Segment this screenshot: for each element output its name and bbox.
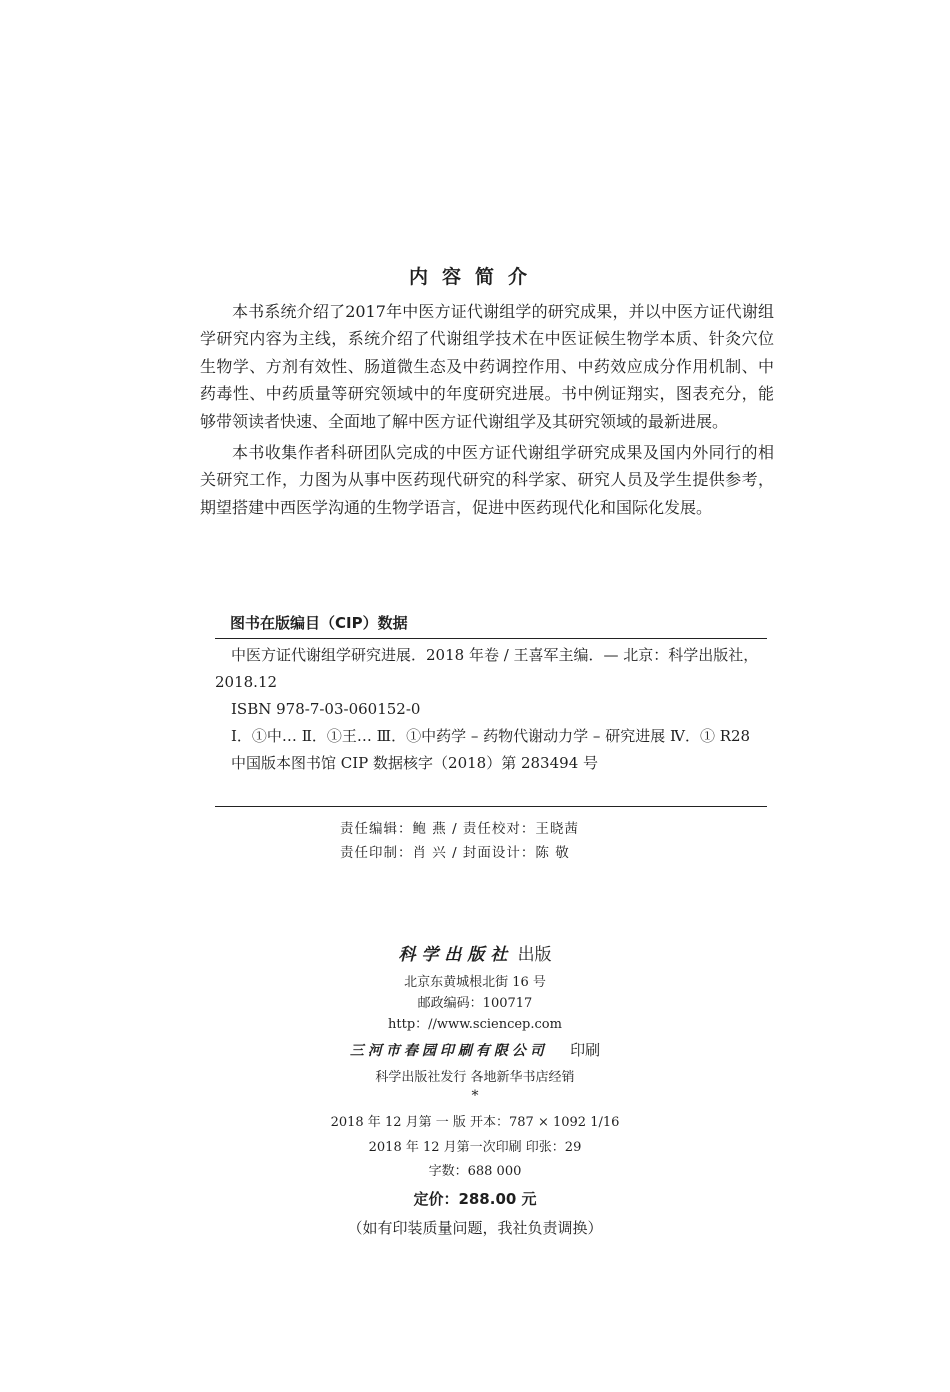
- cip-top-rule: [215, 638, 767, 639]
- cip-bottom-rule: [215, 806, 767, 807]
- summary-paragraph: 本书收集作者科研团队完成的中医方证代谢组学研究成果及国内外同行的相关研究工作，力图为从事中医药现代研究的科学家、研究人员及学生提供参考，期望搭建中西医学沟通的生物学语言，促进中医药现代化和国际化发展。: [200, 443, 774, 517]
- cip-library-number: 中国版本图书馆 CIP 数据核字（2018）第 283494 号: [231, 754, 599, 772]
- word-count: 字数：688 000: [428, 1164, 522, 1179]
- summary-body: [200, 298, 774, 525]
- staff-line: 责任编辑：鲍 燕 / 责任校对：王晓茜: [340, 821, 579, 837]
- edition-line: 2018 年 12 月第 一 版 开本：787 × 1092 1/16: [330, 1115, 620, 1130]
- imprint: [0, 940, 950, 1242]
- cip-classification: Ⅰ．①中… Ⅱ．①王… Ⅲ．①中药学 – 药物代谢动力学 – 研究进展 Ⅳ．① R28: [231, 727, 751, 745]
- printer-suffix: 印刷: [570, 1041, 601, 1059]
- cip-block: [215, 642, 767, 777]
- cip-title-line: 中医方证代谢组学研究进展．2018 年卷 / 王喜军主编．— 北京：科学出版社，2018.12: [215, 646, 759, 691]
- publisher-address: 北京东黄城根北街 16 号: [404, 975, 546, 990]
- quality-notice: （如有印装质量问题，我社负责调换）: [347, 1219, 603, 1237]
- publisher-name: 科学出版社: [398, 945, 514, 965]
- printer-row: [0, 1035, 950, 1067]
- price: 定价：288.00 元: [413, 1190, 537, 1208]
- staff-line: 责任印制：肖 兴 / 封面设计：陈 敬: [340, 845, 570, 861]
- staff-credits: [340, 817, 680, 865]
- cip-isbn: ISBN 978-7-03-060152-0: [231, 700, 421, 718]
- separator-star: *: [471, 1088, 479, 1104]
- summary-paragraph: 本书系统介绍了2017年中医方证代谢组学的研究成果，并以中医方证代谢组学研究内容为主线，系统介绍了代谢组学技术在中医证候生物学本质、针灸穴位生物学、方剂有效性、肠道微生态及中药调控作用、中药效应成分作用机制、中药毒性、中药质量等研究领域中的年度研究进展。书中例证翔实，图表充分，能够带领读者快速、全面地了解中医方证代谢组学及其研究领域的最新进展。: [200, 302, 774, 431]
- distribution: 科学出版社发行 各地新华书店经销: [375, 1070, 575, 1085]
- printing-line: 2018 年 12 月第一次印刷 印张：29: [368, 1140, 582, 1155]
- publisher-row: [0, 940, 950, 972]
- publisher-suffix: 出版: [517, 945, 552, 965]
- postcode: 邮政编码：100717: [417, 996, 533, 1011]
- summary-title: 内容简介: [408, 266, 541, 288]
- printer-name: 三河市春园印刷有限公司: [349, 1043, 548, 1059]
- website: http：//www.sciencep.com: [388, 1017, 562, 1032]
- cip-heading: 图书在版编目（CIP）数据: [230, 614, 408, 632]
